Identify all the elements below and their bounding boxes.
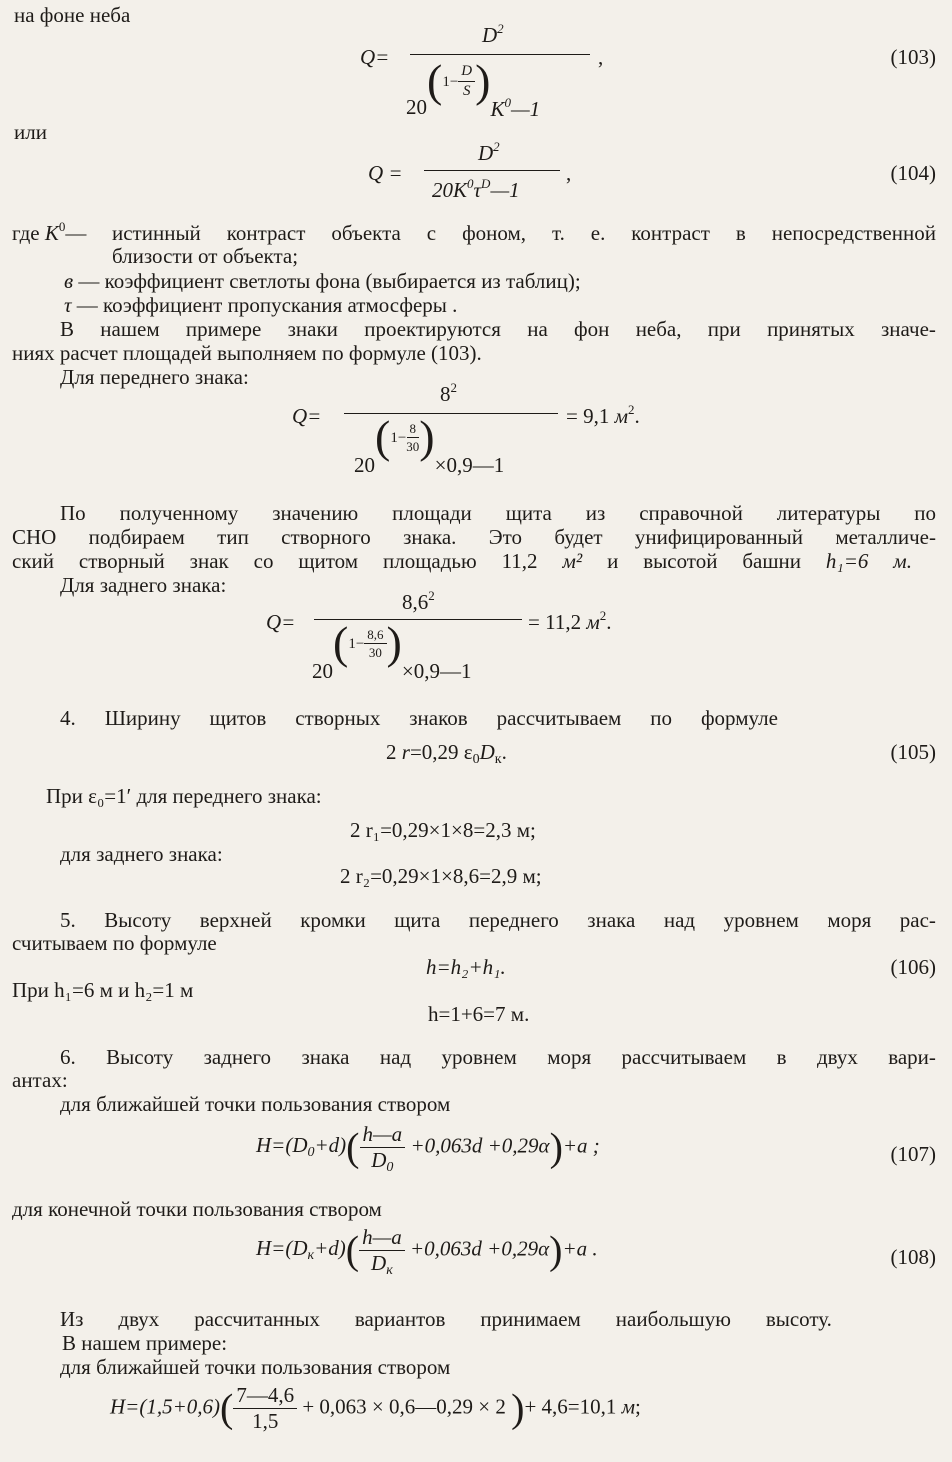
sec6-near-lead: для ближайшей точки пользования створом [60, 1092, 451, 1116]
para1-line3: Для переднего знака: [60, 365, 249, 389]
sec6-far-lead: для конечной точки пользования створом [12, 1197, 382, 1221]
sec5-line1: 5. Высоту верхней кромки щита переднего знака над уровнем моря рас- [60, 908, 936, 932]
calc-front-denominator: 20(1− $\frac{8}{30}$ )×0,9—1 [354, 411, 505, 477]
para1-line1: В нашем примере знаки проектируются на фон неба, при принятых значе- [60, 317, 936, 341]
conclusion-line1: Из двух рассчитанных вариантов принимаем наибольшую высоту. [60, 1307, 832, 1331]
sec5-result: h=1+6=7 м. [428, 1002, 530, 1026]
sec6-line2: антах: [12, 1068, 68, 1092]
calc-front-lhs: Q= [292, 404, 322, 428]
para2-line2: СНО подбираем тип створного знака. Это будет унифицированный металличе- [12, 525, 936, 549]
eq108-label: (108) [890, 1245, 936, 1269]
para2-line3: ский створный знак со щитом площадью 11,2 м² и высотой башни h₁=6 м. [12, 549, 912, 573]
intro-text: на фоне неба [14, 3, 131, 27]
sec4-title: 4. Ширину щитов створных знаков рассчитываем по формуле [60, 706, 778, 730]
sec4-front-calc: 2 r₁=0,29×1×8=2,3 м; [350, 818, 536, 842]
def-t-line: τ — коэффициент пропускания атмосферы . [64, 293, 458, 317]
eq103-numerator: $D^2$ [482, 21, 504, 47]
para2-line1: По полученному значению площади щита из справочной литературы по [60, 501, 936, 525]
eq103-lhs: Q= [360, 45, 390, 69]
def-b-line: в — коэффициент светлоты фона (выбирается из таблиц); [64, 269, 581, 293]
final-calc: H=(1,5+0,6)( $\frac{7—4,6}{1,5}$ + 0,063 × 0,6—0,29 × 2 )+ 4,6=10,1 м; [110, 1383, 641, 1433]
sec4-label: (105) [890, 740, 936, 764]
eq104-label: (104) [890, 161, 936, 185]
eq104-fraction-bar [424, 170, 560, 171]
calc-back-lhs: Q= [266, 610, 296, 634]
def-k-lead: где $K^0—$ [12, 219, 87, 245]
calc-front-numerator: $8^2$ [440, 380, 457, 406]
sec4-formula: 2 r=0,29 $\varepsilon_0D_к$. [386, 740, 507, 767]
eq108: $H=(D_к+d)$( $\frac{h—a}{D_к}$ +0,063d +0,29α)+a . [256, 1225, 598, 1278]
para1-line2: ниях расчет площадей выполняем по формуле (103). [12, 341, 482, 365]
eq103-label: (103) [890, 45, 936, 69]
conclusion-line3: для ближайшей точки пользования створом [60, 1355, 451, 1379]
sec4-back-calc: 2 r₂=0,29×1×8,6=2,9 м; [340, 864, 542, 888]
calc-back-numerator: $8,6^2$ [402, 588, 435, 614]
calc-front-result: = 9,1 $м^2$. [566, 402, 640, 428]
sec5-formula: h=h₂+h₁. [426, 955, 506, 979]
sec4-condition: При ε₀=1′ для переднего знака: [46, 784, 322, 808]
sec4-back-lead: для заднего знака: [60, 842, 223, 866]
calc-back-denominator: 20(1− $\frac{8,6}{30}$ )×0,9—1 [312, 617, 472, 683]
eq104-lhs: Q = [368, 161, 403, 185]
eq104-numerator: $D^2$ [478, 139, 500, 165]
eq107-label: (107) [890, 1142, 936, 1166]
calc-back-result: = 11,2 $м^2$. [528, 608, 612, 634]
sec5-condition: При h₁=6 м и h₂=1 м [12, 978, 194, 1002]
eq103-denominator: 20(1− $\frac{D}{S}$ )$K^0—1$ [406, 55, 541, 121]
sec5-line2: считываем по формуле [12, 931, 217, 955]
sec6-line1: 6. Высоту заднего знака над уровнем моря рассчитываем в двух вари- [60, 1045, 936, 1069]
eq103-comma: , [598, 45, 604, 69]
def-k-continuation: близости от объекта; [112, 244, 299, 268]
eq104-comma: , [566, 161, 572, 185]
sec5-label: (106) [890, 955, 936, 979]
or-word: или [14, 120, 47, 144]
conclusion-line2: В нашем примере: [62, 1331, 228, 1355]
para2-line4: Для заднего знака: [60, 573, 227, 597]
def-k-line: истинный контраст объекта с фоном, т. е. контраст в непосредственной [112, 221, 936, 245]
eq104-denominator: $20K^0\tau^D—1$ [432, 176, 520, 202]
eq107: $H=(D_0+d)$( $\frac{h—a}{D_0}$ +0,063d +0,29α)+a ; [256, 1122, 600, 1175]
